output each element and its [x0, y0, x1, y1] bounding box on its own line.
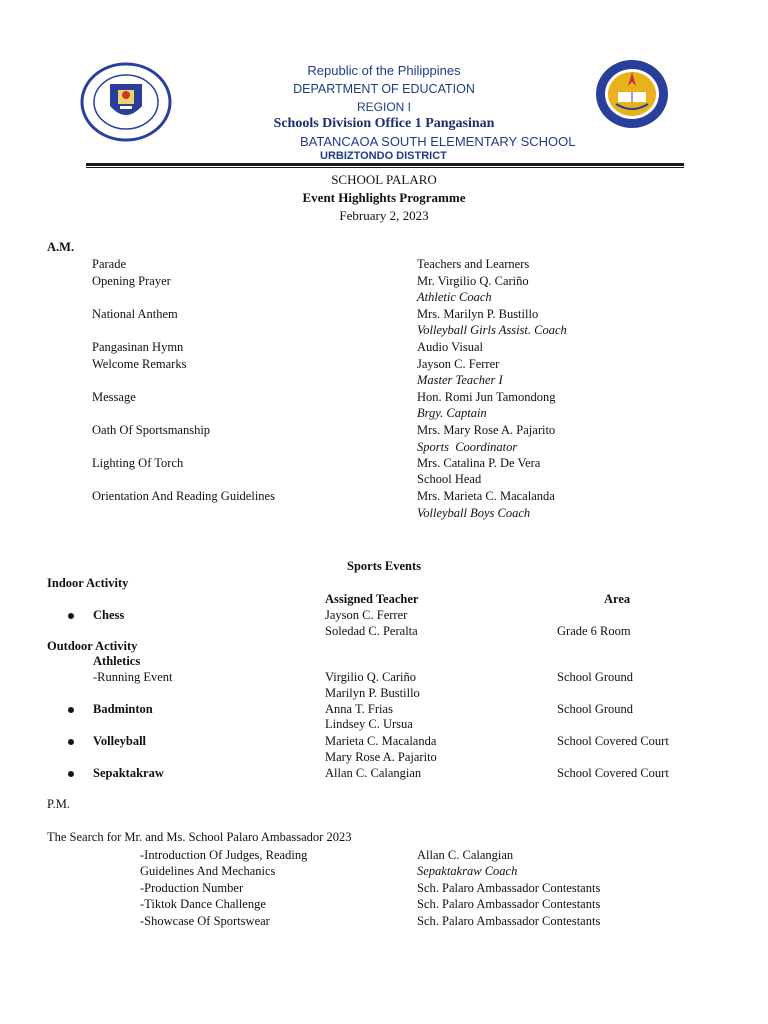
pm-event: -Showcase Of Sportswear	[140, 914, 270, 928]
am-event: Lighting Of Torch	[92, 456, 184, 470]
header-region: REGION I	[356, 100, 411, 114]
event-running: -Running Event	[93, 670, 173, 684]
am-role: Athletic Coach	[417, 290, 492, 304]
am-event: Welcome Remarks	[92, 357, 187, 371]
am-role: Master Teacher I	[417, 373, 503, 387]
am-event: Parade	[92, 257, 127, 271]
area: School Covered Court	[557, 766, 669, 780]
sports-heading: Sports Events	[347, 559, 421, 573]
am-person: Jayson C. Ferrer	[417, 357, 500, 371]
bullet	[68, 771, 74, 777]
event-chess: Chess	[93, 608, 125, 622]
indoor-label: Indoor Activity	[47, 576, 129, 590]
event-volleyball: Volleyball	[93, 734, 147, 748]
am-event: Oath Of Sportsmanship	[92, 423, 211, 437]
am-person: Mrs. Marilyn P. Bustillo	[417, 307, 539, 321]
am-person: Hon. Romi Jun Tamondong	[417, 390, 556, 404]
teacher: Soledad C. Peralta	[325, 624, 418, 638]
title-date: February 2, 2023	[339, 208, 429, 223]
am-role: Sports Coordinator	[417, 440, 518, 454]
pm-event: -Tiktok Dance Challenge	[140, 897, 266, 911]
am-person: Audio Visual	[417, 340, 484, 354]
teacher: Marilyn P. Bustillo	[325, 686, 420, 700]
pm-person: Sch. Palaro Ambassador Contestants	[417, 881, 601, 895]
athletics-label: Athletics	[93, 654, 141, 668]
am-role: Volleyball Girls Assist. Coach	[417, 323, 567, 337]
am-event: National Anthem	[92, 307, 178, 321]
am-label: A.M.	[47, 240, 75, 254]
bullet	[68, 739, 74, 745]
pm-event: Guidelines And Mechanics	[140, 864, 276, 878]
pm-event: -Production Number	[140, 881, 244, 895]
am-event: Message	[92, 390, 136, 404]
pm-person: Sch. Palaro Ambassador Contestants	[417, 914, 601, 928]
event-sepaktakraw: Sepaktakraw	[93, 766, 164, 780]
col-area: Area	[604, 592, 631, 606]
header-rule-thick	[86, 163, 684, 166]
am-role: School Head	[417, 472, 482, 486]
title-programme: Event Highlights Programme	[302, 190, 466, 205]
am-person: Teachers and Learners	[417, 257, 530, 271]
pm-person: Allan C. Calangian	[417, 848, 514, 862]
teacher: Jayson C. Ferrer	[325, 608, 408, 622]
header-division: Schools Division Office 1 Pangasinan	[273, 116, 495, 131]
teacher: Lindsey C. Ursua	[325, 717, 413, 731]
teacher: Allan C. Calangian	[325, 766, 422, 780]
area: School Ground	[557, 670, 634, 684]
header-department: DEPARTMENT OF EDUCATION	[293, 82, 475, 96]
am-person: Mr. Virgilio Q. Cariño	[417, 274, 529, 288]
am-event: Pangasinan Hymn	[92, 340, 184, 354]
am-person: Mrs. Catalina P. De Vera	[417, 456, 541, 470]
area: School Covered Court	[557, 734, 669, 748]
am-event: Orientation And Reading Guidelines	[92, 489, 275, 503]
teacher: Virgilio Q. Cariño	[325, 670, 417, 684]
pm-label: P.M.	[47, 797, 70, 811]
teacher: Marieta C. Macalanda	[325, 734, 437, 748]
am-role: Brgy. Captain	[417, 406, 487, 420]
col-assigned-teacher: Assigned Teacher	[325, 592, 419, 606]
pm-event: -Introduction Of Judges, Reading	[140, 848, 308, 862]
event-badminton: Badminton	[93, 702, 153, 716]
bullet	[68, 613, 74, 619]
search-title: The Search for Mr. and Ms. School Palaro Ambassador 2023	[47, 830, 352, 844]
area: School Ground	[557, 702, 634, 716]
header-republic: Republic of the Philippines	[307, 63, 461, 78]
title-school-palaro: SCHOOL PALARO	[331, 172, 437, 187]
teacher: Anna T. Frias	[325, 702, 393, 716]
am-role: Volleyball Boys Coach	[417, 506, 531, 520]
teacher: Mary Rose A. Pajarito	[325, 750, 437, 764]
bullet	[68, 707, 74, 713]
header-rule-thin	[86, 167, 684, 168]
pm-person: Sch. Palaro Ambassador Contestants	[417, 897, 601, 911]
area: Grade 6 Room	[557, 624, 631, 638]
header-school: BATANCAOA SOUTH ELEMENTARY SCHOOL	[300, 134, 576, 149]
am-event: Opening Prayer	[92, 274, 171, 288]
am-person: Mrs. Marieta C. Macalanda	[417, 489, 555, 503]
header-district: URBIZTONDO DISTRICT	[320, 150, 447, 162]
pm-role: Sepaktakraw Coach	[417, 864, 518, 878]
am-person: Mrs. Mary Rose A. Pajarito	[417, 423, 556, 437]
outdoor-label: Outdoor Activity	[47, 639, 138, 653]
